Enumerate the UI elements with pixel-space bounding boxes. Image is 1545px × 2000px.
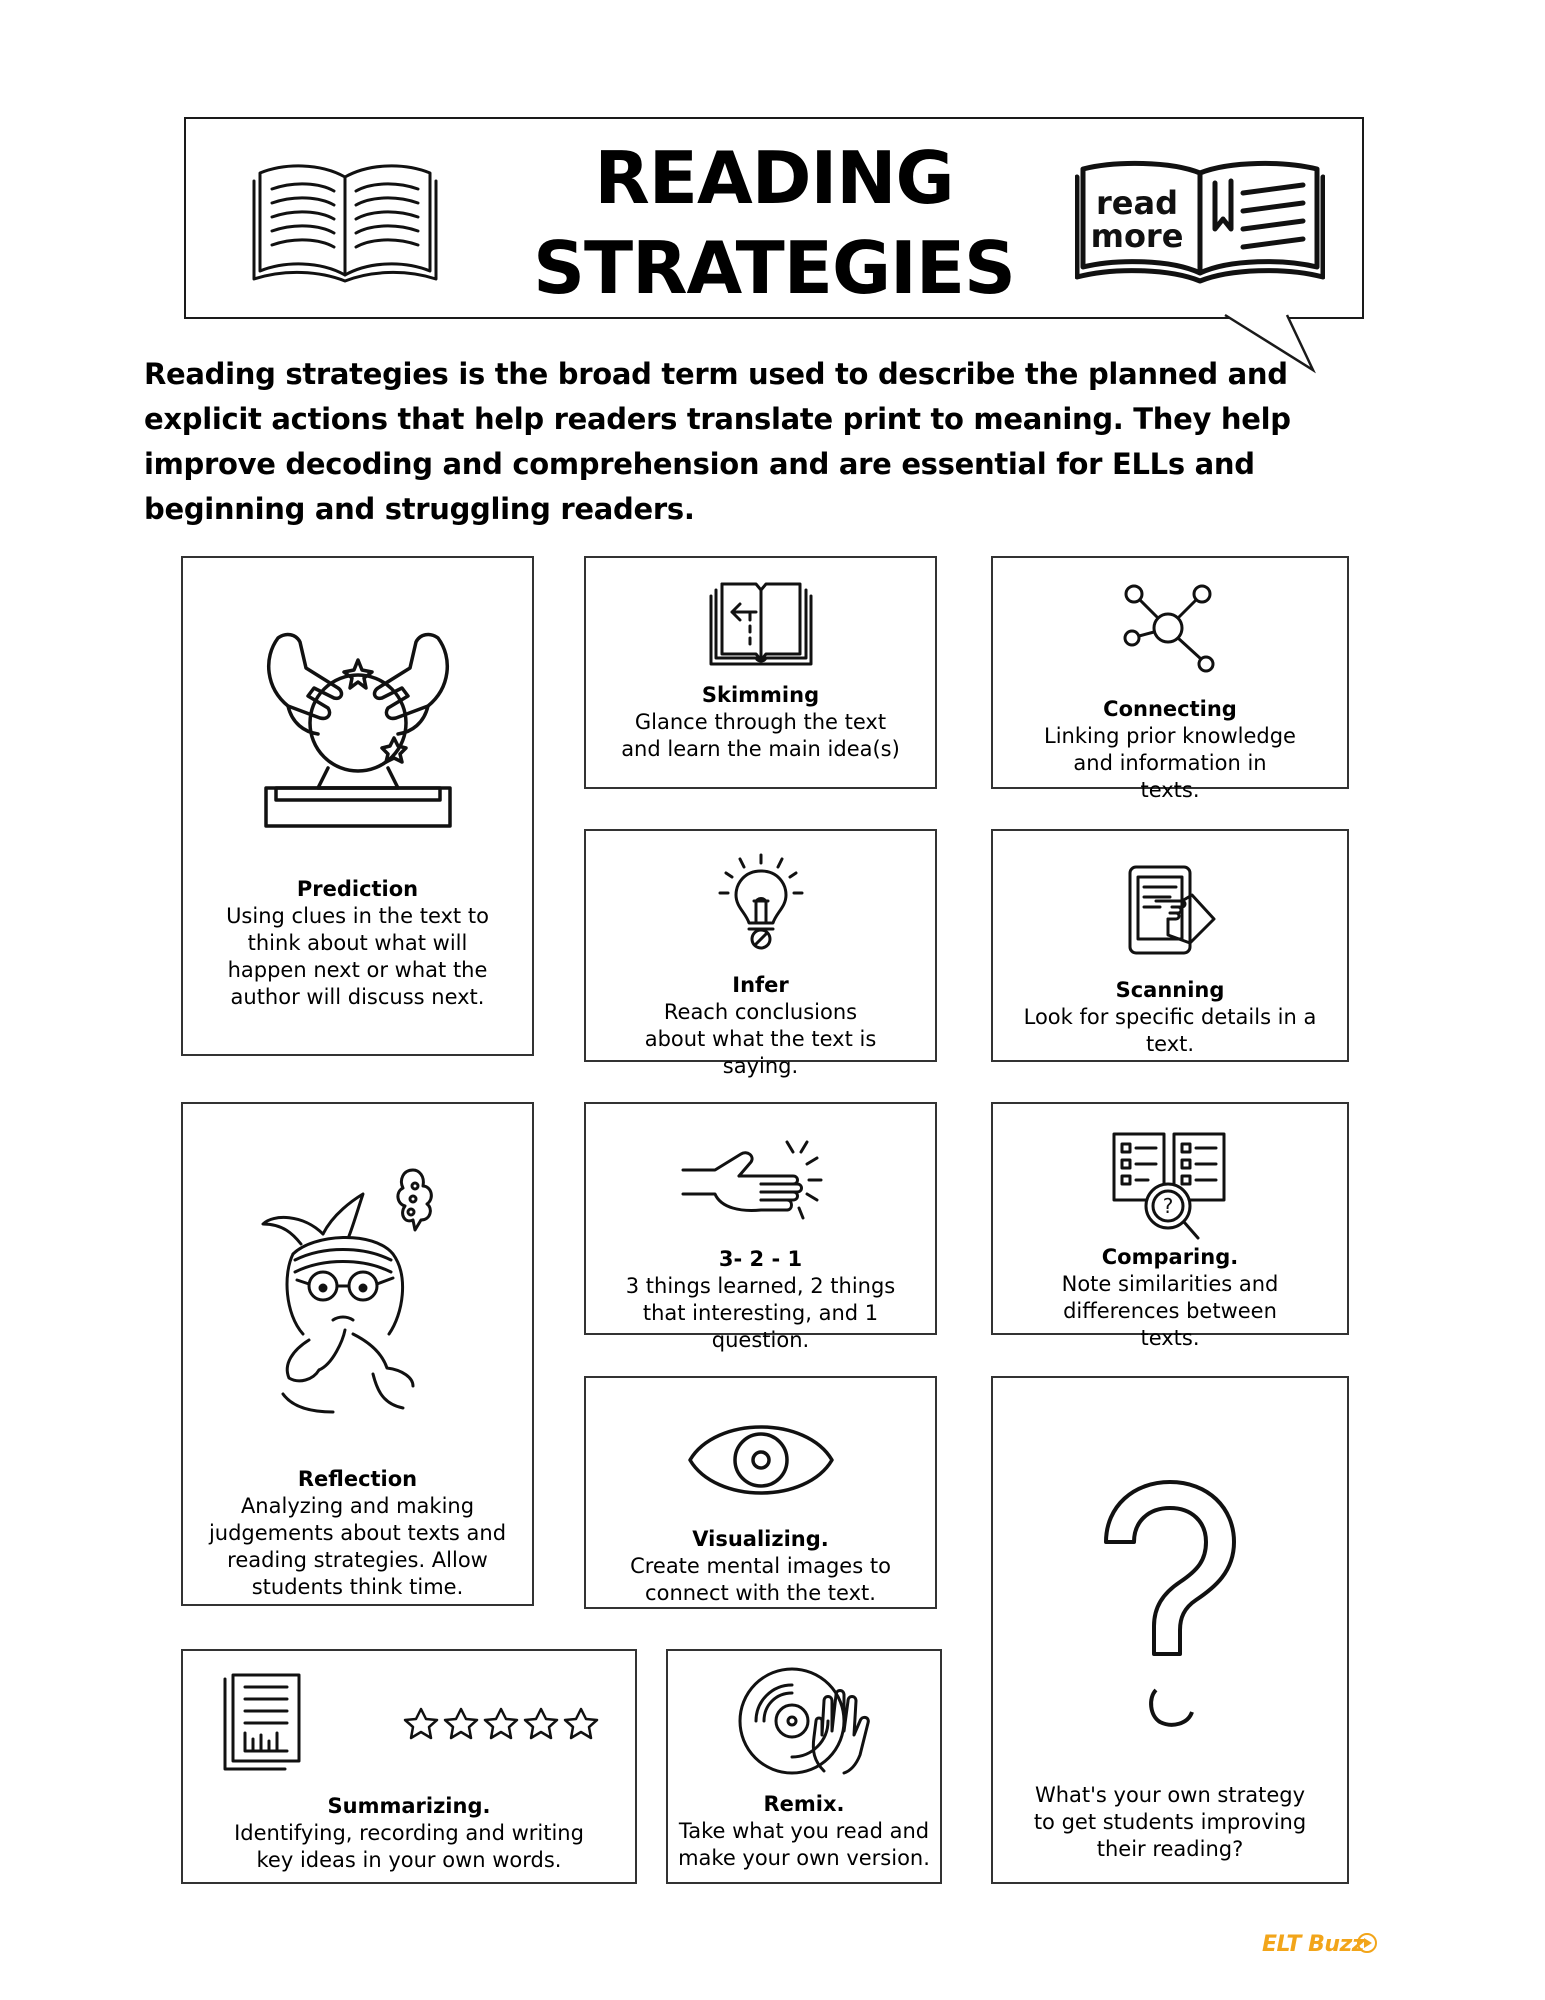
tablet-hand-icon — [1120, 863, 1220, 957]
brand-logo[interactable]: ELT Buzz — [1262, 1932, 1365, 1957]
card-connecting — [991, 556, 1349, 802]
question-mark-icon — [1100, 1478, 1240, 1738]
read-more-book-icon — [1075, 159, 1325, 284]
record-hand-icon — [734, 1665, 874, 1775]
compare-lists-icon — [1110, 1130, 1230, 1244]
infer-desc: Reach conclusions about what the text is saying. — [644, 1000, 877, 1078]
summarizing-desc: Identifying, recording and writing key ideas in your own words. — [234, 1821, 584, 1872]
three-two-one-desc: 3 things learned, 2 things that interesting, and 1 question. — [625, 1274, 896, 1352]
connecting-desc: Linking prior knowledge and information in texts. — [1044, 724, 1296, 802]
header-banner — [184, 117, 1364, 319]
connecting-text — [1001, 696, 1339, 804]
scanning-text — [1001, 977, 1339, 1058]
counting-hand-icon — [681, 1138, 841, 1224]
summarizing-title: Summarizing. — [327, 1794, 491, 1818]
remix-desc: Take what you read and make your own version. — [678, 1819, 930, 1870]
visualizing-text — [594, 1526, 927, 1607]
card-question — [991, 1376, 1349, 1884]
thinking-girl-icon — [253, 1164, 463, 1414]
remix-title: Remix. — [763, 1792, 845, 1816]
remix-text — [676, 1791, 932, 1872]
prediction-text — [191, 876, 524, 1011]
connecting-title: Connecting — [1103, 697, 1237, 721]
question-text — [1001, 1782, 1339, 1863]
card-summarizing — [181, 1649, 637, 1884]
book-arrow-icon — [706, 580, 816, 670]
network-icon — [1120, 582, 1220, 678]
reflection-text — [191, 1466, 524, 1601]
crystal-ball-icon — [258, 628, 458, 828]
summarizing-text — [191, 1793, 627, 1874]
comparing-text — [1001, 1244, 1339, 1352]
play-circle-icon — [1356, 1932, 1378, 1954]
document-stars-icon — [223, 1673, 603, 1773]
card-remix — [666, 1649, 942, 1884]
skimming-text — [594, 682, 927, 763]
three-two-one-title: 3- 2 - 1 — [718, 1247, 803, 1271]
card-reflection — [181, 1102, 534, 1606]
visualizing-desc: Create mental images to connect with the text. — [630, 1554, 891, 1605]
svg-text:?: ? — [1162, 1194, 1174, 1218]
intro-paragraph: Reading strategies is the broad term used to describe the planned and explicit actions that help readers translate print to meaning. They help improve decoding and comprehension and are essential for ELLs and beginning and struggling readers. — [144, 357, 1291, 526]
sticker-more: more — [1090, 217, 1184, 255]
reflection-title: Reflection — [297, 1467, 418, 1491]
skimming-title: Skimming — [701, 683, 820, 707]
scanning-title: Scanning — [1115, 978, 1225, 1002]
prediction-desc: Using clues in the text to think about what will happen next or what the author will discuss next. — [226, 904, 489, 1009]
visualizing-title: Visualizing. — [692, 1527, 829, 1551]
card-3-2-1 — [584, 1102, 937, 1352]
lightbulb-icon — [716, 851, 806, 951]
card-infer — [584, 829, 937, 1078]
question-desc: What's your own strategy to get students improving their reading? — [1033, 1783, 1307, 1861]
title-line-1: READING — [594, 136, 954, 220]
reflection-desc: Analyzing and making judgements about texts and reading strategies. Allow students think time. — [208, 1494, 507, 1599]
infer-text — [594, 972, 927, 1080]
card-prediction — [181, 556, 534, 1056]
three-two-one-text — [594, 1246, 927, 1354]
card-visualizing — [584, 1376, 937, 1609]
skimming-desc: Glance through the text and learn the main idea(s) — [621, 710, 900, 761]
prediction-title: Prediction — [296, 877, 419, 901]
scanning-desc: Look for specific details in a text. — [1023, 1005, 1317, 1056]
card-comparing — [991, 1102, 1349, 1350]
eye-icon — [686, 1410, 836, 1510]
title-line-2: STRATEGIES — [533, 226, 1015, 310]
card-scanning — [991, 829, 1349, 1062]
comparing-title: Comparing. — [1101, 1245, 1239, 1269]
sticker-read: read — [1096, 184, 1178, 222]
infer-title: Infer — [732, 973, 789, 997]
card-skimming — [584, 556, 937, 789]
comparing-desc: Note similarities and differences between texts. — [1061, 1272, 1279, 1350]
